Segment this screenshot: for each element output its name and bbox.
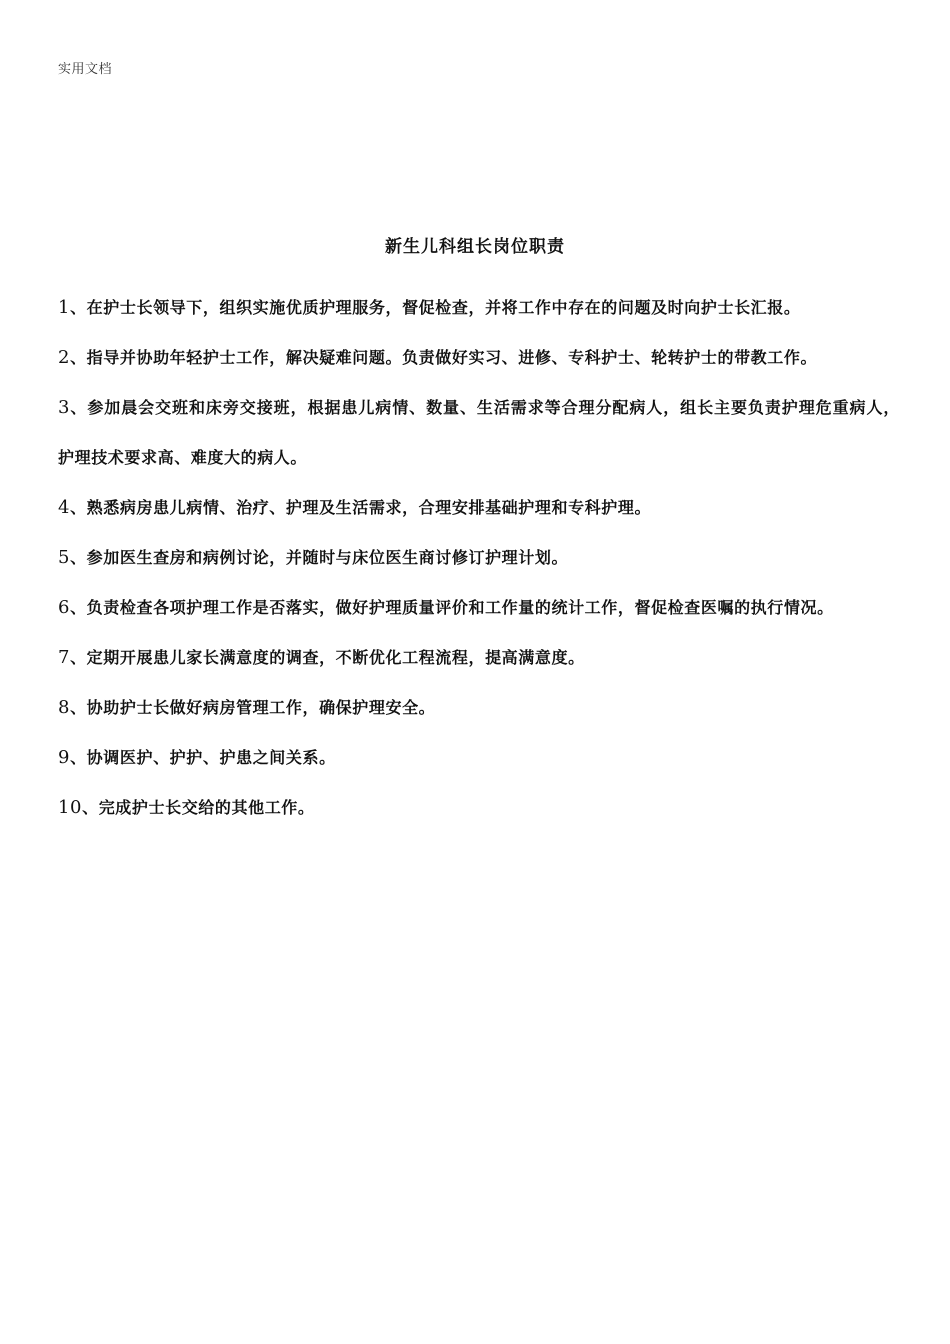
duty-text: 、指导并协助年轻护士工作，解决疑难问题。负责做好实习、进修、专科护士、轮转护士的带教工作。 bbox=[70, 348, 818, 367]
duty-text: 、熟悉病房患儿病情、治疗、护理及生活需求，合理安排基础护理和专科护理。 bbox=[70, 498, 652, 517]
duty-text: 、完成护士长交给的其他工作。 bbox=[82, 798, 315, 817]
duty-item-10 bbox=[58, 783, 900, 833]
duty-item-7 bbox=[58, 633, 900, 683]
duty-item-9 bbox=[58, 733, 900, 783]
duty-text: 、负责检查各项护理工作是否落实，做好护理质量评价和工作量的统计工作，督促检查医嘱的执行情况。 bbox=[70, 598, 834, 617]
duty-item-4 bbox=[58, 483, 900, 533]
document-title: 新生儿科组长岗位职责 bbox=[385, 237, 565, 257]
duty-text: 、协调医护、护护、护患之间关系。 bbox=[70, 748, 336, 767]
duty-item-1 bbox=[58, 283, 900, 333]
duty-number: 9 bbox=[58, 747, 71, 768]
duty-text: 、定期开展患儿家长满意度的调查，不断优化工程流程，提高满意度。 bbox=[70, 648, 585, 667]
duty-number: 1 bbox=[58, 297, 71, 318]
duty-number: 3 bbox=[58, 397, 71, 418]
duty-item-6 bbox=[58, 583, 900, 633]
header-label: 实用文档 bbox=[58, 62, 113, 77]
duty-number: 8 bbox=[58, 697, 71, 718]
duty-number: 7 bbox=[58, 647, 71, 668]
duty-item-3 bbox=[58, 383, 900, 483]
duty-item-8 bbox=[58, 683, 900, 733]
duty-number: 4 bbox=[58, 497, 71, 518]
duty-number: 5 bbox=[58, 547, 71, 568]
duty-text: 、协助护士长做好病房管理工作，确保护理安全。 bbox=[70, 698, 436, 717]
duty-number: 2 bbox=[58, 347, 71, 368]
duty-item-2 bbox=[58, 333, 900, 383]
duty-text: 、在护士长领导下，组织实施优质护理服务，督促检查，并将工作中存在的问题及时向护士长汇报。 bbox=[70, 298, 801, 317]
duty-text: 、参加医生查房和病例讨论，并随时与床位医生商讨修订护理计划。 bbox=[70, 548, 569, 567]
duty-number: 10 bbox=[58, 797, 83, 818]
duty-list bbox=[58, 283, 900, 833]
duty-text: 、参加晨会交班和床旁交接班，根据患儿病情、数量、生活需求等合理分配病人，组长主要负责护理危重病人，护理技术要求高、难度大的病人。 bbox=[58, 398, 900, 467]
duty-item-5 bbox=[58, 533, 900, 583]
duty-number: 6 bbox=[58, 597, 71, 618]
